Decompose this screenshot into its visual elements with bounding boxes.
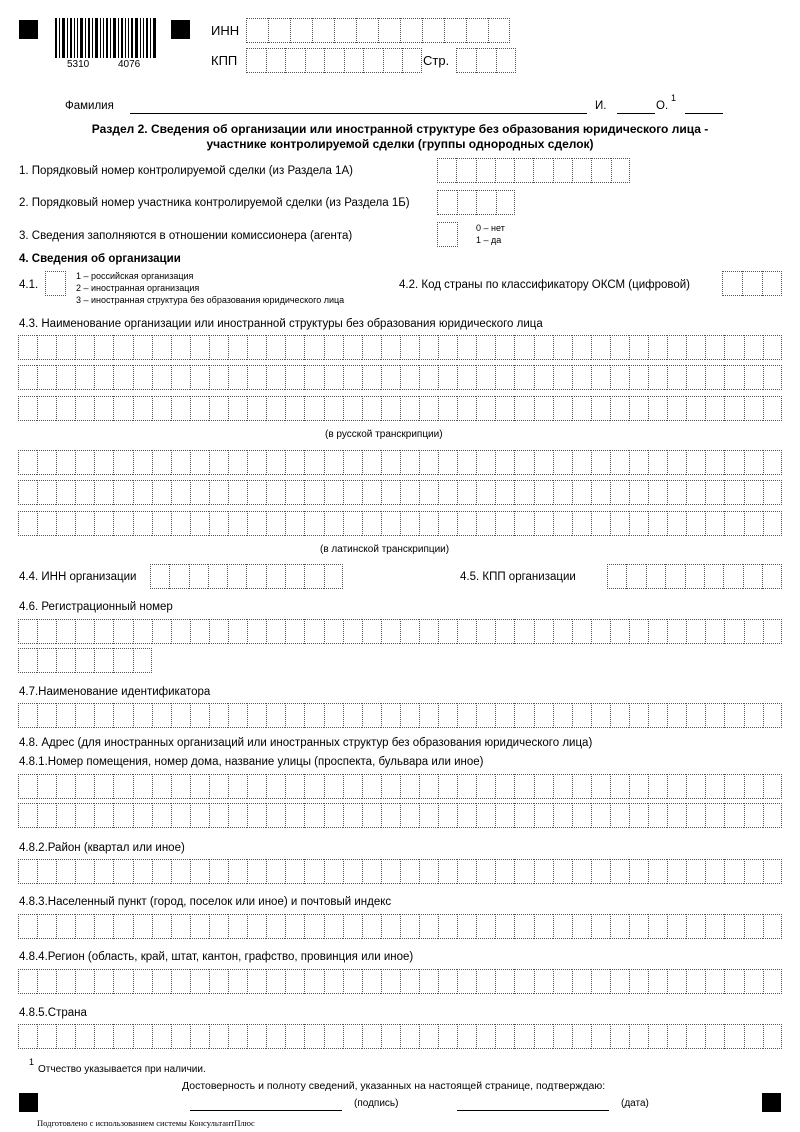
field-4-8-2-label: 4.8.2.Район (квартал или иное)	[19, 842, 185, 854]
field-4-7-cells[interactable]	[18, 703, 782, 728]
field-3-option-1: 1 – да	[476, 235, 502, 245]
field-2-label: 2. Порядковый номер участника контролируемой сделки (из Раздела 1Б)	[19, 197, 410, 209]
field-4-1-option-1: 1 – российская организация	[76, 271, 194, 281]
field-4-8-1-cells-row2[interactable]	[18, 803, 782, 828]
field-4-8-4-cells[interactable]	[18, 969, 782, 994]
field-4-8-label: 4.8. Адрес (для иностранных организаций или иностранных структур без образования юридического лица)	[19, 737, 593, 749]
footer-footnote-mark: 1	[29, 1057, 35, 1067]
field-1-cells[interactable]	[437, 158, 630, 183]
field-4-7-label: 4.7.Наименование идентификатора	[19, 686, 211, 698]
page-cells[interactable]	[456, 48, 516, 73]
field-4-3-ru-caption: (в русской транскрипции)	[325, 429, 443, 440]
date-label: (дата)	[621, 1098, 649, 1109]
initial-i-label: И.	[595, 100, 607, 112]
barcode-number-right: 4076	[118, 59, 141, 70]
field-2-cells[interactable]	[437, 190, 515, 215]
field-4-4-label: 4.4. ИНН организации	[19, 571, 137, 583]
field-4-2-label: 4.2. Код страны по классификатору ОКСМ (цифровой)	[399, 279, 690, 291]
field-4-3-label: 4.3. Наименование организации или иностранной структуры без образования юридического лица	[19, 318, 543, 330]
inn-cells[interactable]	[246, 18, 510, 43]
barcode-number-left: 5310	[67, 59, 90, 70]
section-title-line1: Раздел 2. Сведения об организации или иностранной структуре без образования юридического лица -	[91, 122, 709, 136]
field-3-option-0: 0 – нет	[476, 223, 505, 233]
field-4-8-5-cells[interactable]	[18, 1024, 782, 1049]
page-label: Стр.	[423, 53, 450, 68]
field-4-heading: 4. Сведения об организации	[19, 253, 181, 265]
initial-o-field[interactable]	[685, 100, 723, 114]
field-1-label: 1. Порядковый номер контролируемой сделки (из Раздела 1А)	[19, 165, 353, 177]
prepared-by-text: Подготовлено с использованием системы КонсультантПлюс	[37, 1118, 255, 1128]
initial-i-field[interactable]	[617, 100, 655, 114]
field-4-2-cells[interactable]	[722, 271, 782, 296]
field-4-8-2-cells[interactable]	[18, 859, 782, 884]
field-4-8-3-label: 4.8.3.Населенный пункт (город, поселок или иное) и почтовый индекс	[19, 896, 392, 908]
field-4-8-5-label: 4.8.5.Страна	[19, 1007, 87, 1019]
field-4-5-cells[interactable]	[607, 564, 782, 589]
barcode-image	[55, 18, 166, 58]
field-4-1-option-2: 2 – иностранная организация	[76, 283, 200, 293]
surname-field[interactable]	[130, 100, 587, 114]
surname-label: Фамилия	[65, 100, 114, 112]
field-3-cells[interactable]	[437, 222, 458, 247]
signature-field[interactable]	[190, 1096, 342, 1111]
initial-o-label: О.	[656, 100, 669, 112]
footer-footnote-text: Отчество указывается при наличии.	[38, 1064, 206, 1075]
field-4-1-label: 4.1.	[19, 279, 39, 291]
footnote-mark: 1	[671, 93, 677, 103]
field-4-8-1-cells-row1[interactable]	[18, 774, 782, 799]
field-4-8-4-label: 4.8.4.Регион (область, край, штат, кантон, графство, провинция или иное)	[19, 951, 414, 963]
registration-mark-top-left	[19, 20, 38, 39]
field-4-3-lat-caption: (в латинской транскрипции)	[320, 544, 450, 555]
field-4-6-cells-row1[interactable]	[18, 619, 782, 644]
field-4-3-ru-rows[interactable]	[18, 335, 782, 424]
registration-mark-bottom-left	[19, 1093, 38, 1112]
signature-label: (подпись)	[354, 1098, 399, 1109]
field-4-1-cells[interactable]	[45, 271, 66, 296]
field-4-4-cells[interactable]	[150, 564, 343, 589]
field-4-8-3-cells[interactable]	[18, 914, 782, 939]
field-4-6-cells-row2[interactable]	[18, 648, 152, 673]
kpp-label: КПП	[211, 53, 238, 68]
field-4-8-1-label: 4.8.1.Номер помещения, номер дома, название улицы (проспекта, бульвара или иное)	[19, 756, 484, 768]
field-4-5-label: 4.5. КПП организации	[460, 571, 576, 583]
field-4-6-label: 4.6. Регистрационный номер	[19, 601, 173, 613]
registration-mark-top-right	[171, 20, 190, 39]
registration-mark-bottom-right	[762, 1093, 781, 1112]
field-4-3-lat-rows[interactable]	[18, 450, 782, 539]
field-4-1-option-3: 3 – иностранная структура без образования юридического лица	[76, 295, 345, 305]
field-3-label: 3. Сведения заполняются в отношении комиссионера (агента)	[19, 230, 353, 242]
section-title-line2: участнике контролируемой сделки (группы однородных сделок)	[206, 137, 594, 151]
confirm-text: Достоверность и полноту сведений, указанных на настоящей странице, подтверждаю:	[182, 1080, 606, 1092]
date-field[interactable]	[457, 1096, 609, 1111]
kpp-cells[interactable]	[246, 48, 422, 73]
inn-label: ИНН	[211, 23, 240, 38]
